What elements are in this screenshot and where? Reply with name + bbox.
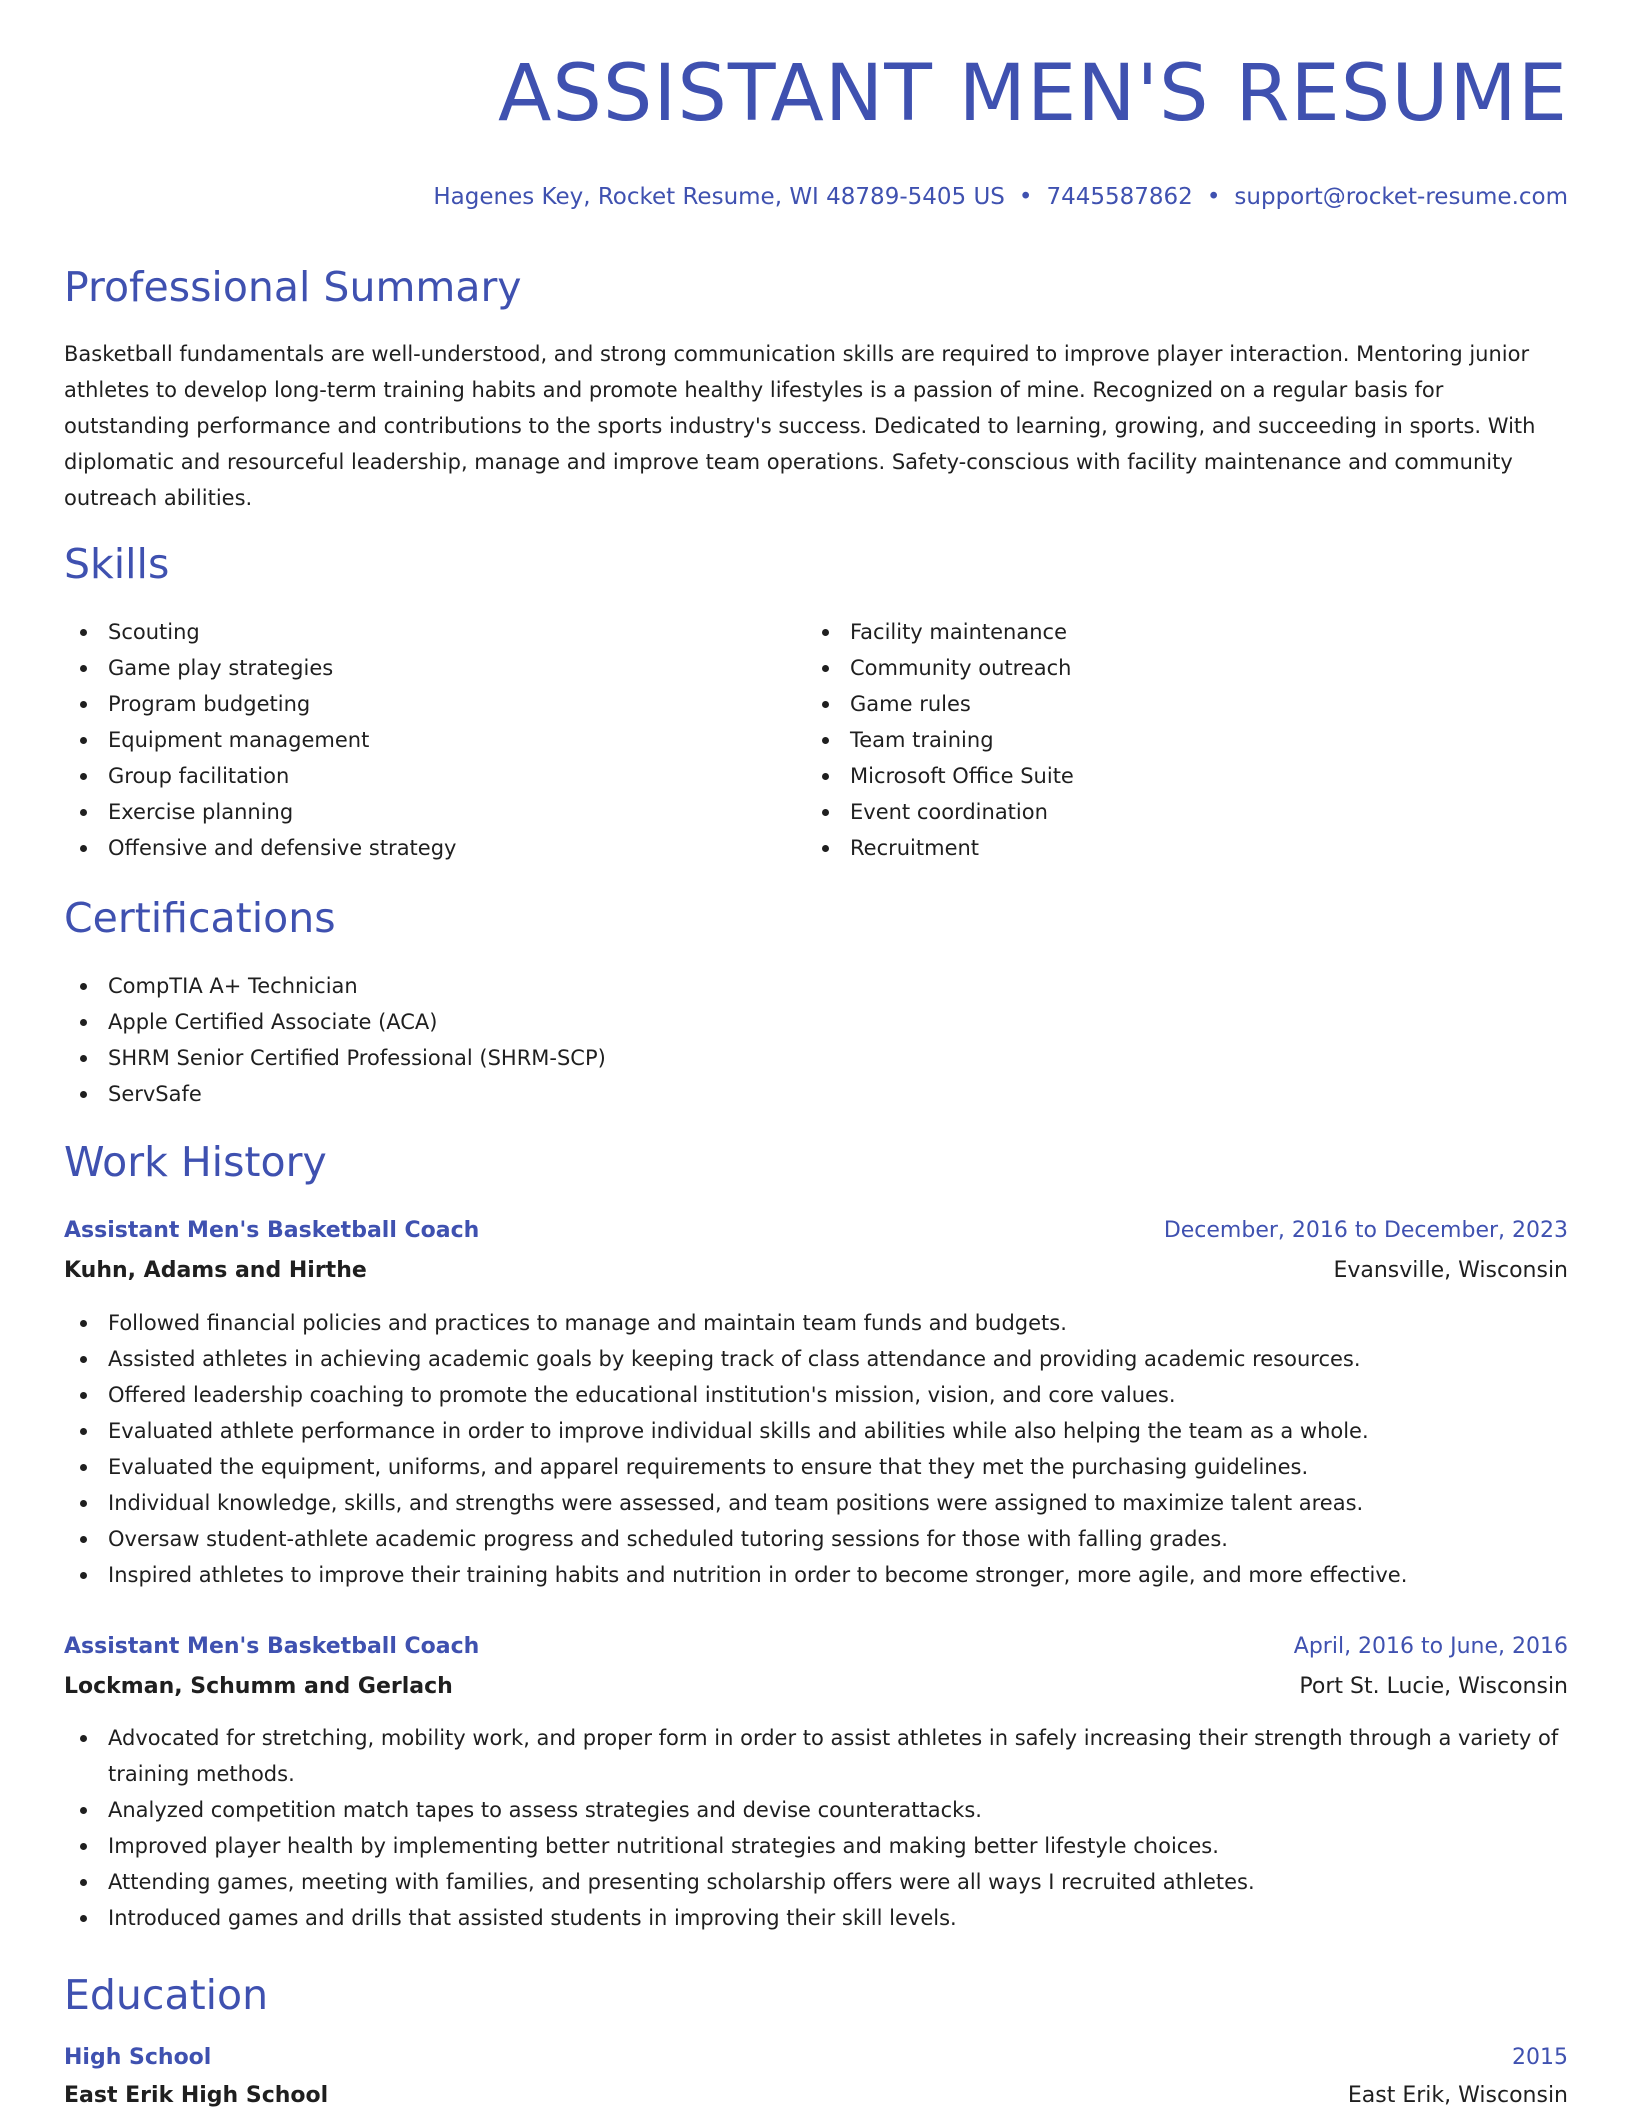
job-bullet: Evaluated athlete performance in order to improve individual skills and abilities while also helping the team as a whole. [64,1413,1568,1449]
job-title: Assistant Men's Basketball Coach [64,1218,480,1243]
job-bullet: Evaluated the equipment, uniforms, and apparel requirements to ensure that they met the purchasing guidelines. [64,1449,1568,1485]
job-dates: April, 2016 to June, 2016 [1293,1634,1568,1659]
education-heading: Education [64,1971,269,2019]
summary-text: Basketball fundamentals are well-understood, and strong communication skills are required to improve player interaction. Mentoring junior athletes to develop long-term training habits and promote healthy lifestyles is a passion of mine. Recognized on a regular basis for outstanding performance and contributions to the sports industry's success. Dedicated to learning, growing, and succeeding in sports. With diplomatic and resourceful leadership, manage and improve team operations. Safety-conscious with facility maintenance and community outreach abilities. [64,342,1536,510]
job-location: Evansville, Wisconsin [1333,1258,1568,1283]
skill-item: Group facilitation [64,758,764,794]
skill-item: Game rules [806,686,1506,722]
job-bullet: Analyzed competition match tapes to assess strategies and devise counterattacks. [64,1792,1568,1828]
job-bullet: Followed financial policies and practices to manage and maintain team funds and budgets. [64,1305,1568,1341]
job-bullet: Offered leadership coaching to promote the educational institution's mission, vision, and core values. [64,1377,1568,1413]
job-bullet: Individual knowledge, skills, and strengths were assessed, and team positions were assigned to maximize talent areas. [64,1485,1568,1521]
certifications-list [64,968,1064,1112]
contact-address: Hagenes Key, Rocket Resume, WI 48789-5405 US [433,184,1005,210]
skill-item: Community outreach [806,650,1506,686]
skill-item: Scouting [64,614,764,650]
certification-item: SHRM Senior Certified Professional (SHRM-SCP) [64,1040,1064,1076]
skill-item: Event coordination [806,794,1506,830]
skill-item: Game play strategies [64,650,764,686]
contact-separator: • [1018,184,1033,210]
work-history-heading: Work History [64,1138,327,1186]
education-degree: High School [64,2045,212,2070]
skill-item: Recruitment [806,830,1506,866]
skill-item: Exercise planning [64,794,764,830]
job-bullet: Introduced games and drills that assisted students in improving their skill levels. [64,1900,1568,1936]
contact-phone: 7445587862 [1046,184,1193,210]
job-bullet: Inspired athletes to improve their training habits and nutrition in order to become stronger, more agile, and more effective. [64,1557,1568,1593]
resume-title: ASSISTANT MEN'S RESUME [498,49,1568,139]
skills-list-right [806,614,1506,866]
job-bullet: Attending games, meeting with families, and presenting scholarship offers were all ways I recruited athletes. [64,1864,1568,1900]
skills-heading: Skills [64,540,170,588]
job-bullets [64,1720,1568,1936]
job-company: Lockman, Schumm and Gerlach [64,1674,453,1699]
skill-item: Microsoft Office Suite [806,758,1506,794]
skill-item: Equipment management [64,722,764,758]
summary-heading: Professional Summary [64,263,522,311]
job-bullet: Oversaw student-athlete academic progress and scheduled tutoring sessions for those with falling grades. [64,1521,1568,1557]
education-school: East Erik High School [64,2083,329,2108]
job-bullet: Assisted athletes in achieving academic goals by keeping track of class attendance and providing academic resources. [64,1341,1568,1377]
certifications-heading: Certifications [64,894,336,942]
resume-page [64,0,1568,2112]
education-year: 2015 [1512,2045,1568,2070]
skill-item: Program budgeting [64,686,764,722]
job-location: Port St. Lucie, Wisconsin [1299,1674,1568,1699]
job-bullet: Advocated for stretching, mobility work, and proper form in order to assist athletes in safely increasing their strength through a variety of training methods. [64,1720,1568,1792]
skill-item: Facility maintenance [806,614,1506,650]
certification-item: ServSafe [64,1076,1064,1112]
skill-item: Offensive and defensive strategy [64,830,764,866]
contact-separator: • [1206,184,1221,210]
job-title: Assistant Men's Basketball Coach [64,1634,480,1659]
certification-item: Apple Certified Associate (ACA) [64,1004,1064,1040]
contact-line [433,182,1568,212]
job-company: Kuhn, Adams and Hirthe [64,1258,367,1283]
job-bullet: Improved player health by implementing better nutritional strategies and making better lifestyle choices. [64,1828,1568,1864]
job-bullets [64,1305,1568,1593]
certification-item: CompTIA A+ Technician [64,968,1064,1004]
skills-list-left [64,614,764,866]
education-location: East Erik, Wisconsin [1347,2083,1568,2108]
skill-item: Team training [806,722,1506,758]
job-dates: December, 2016 to December, 2023 [1163,1218,1568,1243]
contact-email: support@rocket-resume.com [1234,184,1568,210]
